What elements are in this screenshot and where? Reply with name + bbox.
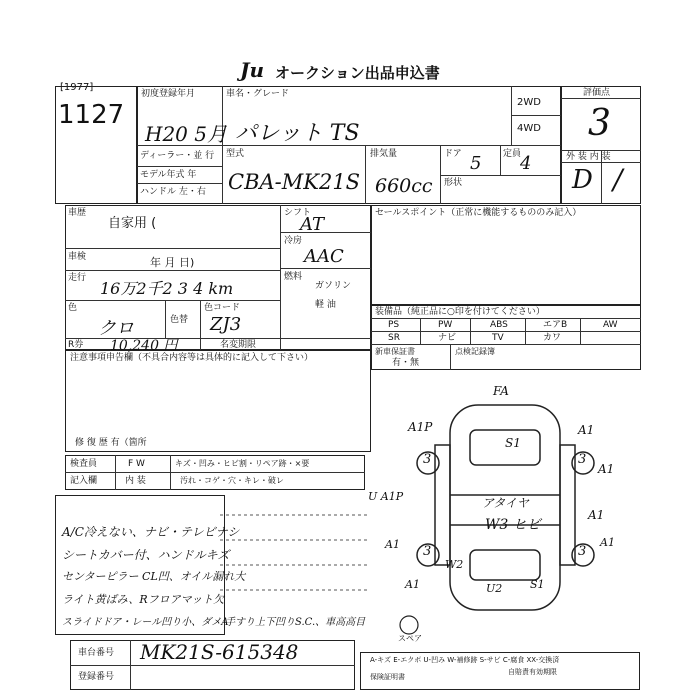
tire-mark: 3 [423, 544, 432, 559]
damage-mark: W3 ヒビ [485, 517, 541, 533]
dashed-lines [220, 495, 370, 625]
damage-mark: S1 [530, 578, 545, 591]
reg-label: 登録番号 [78, 672, 115, 682]
tire-mark: 3 [423, 452, 432, 467]
warranty-value: 有・無 [392, 358, 420, 368]
displacement-label: 排気量 [370, 149, 398, 159]
diesel-label: 軽 油 [315, 300, 336, 310]
remark-line: ライト黄ばみ、Rフロアマット欠 [62, 593, 225, 606]
inspection-value: 年 月 日) [150, 256, 195, 269]
form-title: オークション出品申込書 [275, 64, 440, 82]
tire-mark: 3 [578, 544, 587, 559]
equip-abs: ABS [490, 320, 508, 330]
color-code-label: 色コード [204, 303, 241, 313]
entry-label: 記入欄 [70, 476, 98, 486]
warranty-label: 新車保証書 [375, 347, 415, 356]
remark-line: A/C冷えない、ナビ・テレビナシ [62, 525, 240, 539]
remark-line: シートカバー付、ハンドルキズ [62, 548, 230, 562]
notes-label: 注意事項申告欄（不具合内容等は具体的に記入して下さい） [70, 353, 314, 363]
transfer-label: 名変期限 [220, 340, 257, 350]
ext-int-label: 外 装 内 装 [566, 152, 611, 162]
recycle-value: 10,240 円 [110, 338, 178, 354]
fuel-value: ガソリン [315, 281, 352, 291]
equip-sr: SR [388, 333, 400, 343]
color-label: 色 [68, 303, 78, 313]
chassis-value: MK21S-615348 [140, 640, 299, 664]
first-reg-label: 初度登録年月 [141, 89, 196, 99]
chassis-label: 車台番号 [78, 648, 115, 658]
damage-mark: U2 [486, 582, 503, 595]
score-label: 評価点 [583, 88, 611, 98]
legend: A-キズ E-エクボ U-凹み W-補修跡 S-サビ C-腐食 XX-交換済 [370, 656, 560, 664]
ac-label: 冷房 [284, 236, 303, 246]
dealer-label: ディーラー・並 行 [140, 151, 215, 161]
car-name-value: パレット TS [235, 121, 360, 146]
usage-label: 車歴 [68, 208, 87, 218]
damage-mark: A1 [588, 508, 605, 522]
inspection-label: 車検 [68, 252, 87, 262]
inspector-label: 検査員 [70, 459, 98, 469]
color-code-value: ZJ3 [210, 314, 242, 335]
reg-expiry-label: 自賠責有効期限 [508, 668, 557, 676]
ac-value: AAC [304, 246, 344, 267]
equip-ps: PS [388, 320, 400, 330]
mileage-value: 16万2千2 3 4 km [100, 279, 234, 298]
equip-aw: AW [603, 320, 618, 330]
shift-value: AT [300, 214, 325, 235]
shape-label: 形状 [444, 178, 463, 188]
model-value: CBA-MK21S [228, 170, 361, 194]
lot-number: 1127 [58, 100, 125, 130]
handle-label: ハンドル 左・右 [140, 187, 206, 197]
first-reg-value: H20 5月 [145, 122, 227, 146]
damage-mark: W2 [445, 558, 464, 571]
capacity-label: 定員 [503, 149, 522, 159]
equipment-label: 装備品（純正品に○印を付けてください） [375, 307, 545, 317]
score-value: 3 [588, 103, 611, 144]
interior-items: 汚れ・コゲ・穴・キレ・破レ [180, 476, 284, 485]
interior-label: 内 装 [125, 476, 146, 486]
damage-mark: A1 [578, 423, 595, 437]
model-label: 型式 [226, 149, 245, 159]
notes-box [65, 350, 371, 452]
sales-points-label: セールスポイント（正常に機能するもののみ記入） [375, 208, 582, 218]
damage-mark: A1 [385, 538, 400, 551]
equip-leather: カワ [543, 333, 562, 343]
recycle-label: R券 [68, 340, 84, 350]
drive-4wd: 4WD [517, 123, 541, 134]
damage-mark: A1 [600, 536, 615, 549]
damage-mark: S1 [505, 436, 521, 450]
repair-label: 修 復 歴 有（箇所 [75, 438, 147, 448]
shift-label: シフト [284, 208, 312, 218]
spare-label: スペア [398, 634, 422, 643]
color-value: クロ [98, 318, 134, 339]
model-year-label: モデル年式 年 [140, 170, 197, 180]
usage-value: 自家用 ( [108, 216, 157, 231]
equip-pw: PW [438, 320, 453, 330]
remark-line: スライドドア・レール凹り小、ダメA [62, 617, 229, 628]
doors-label: ドア [444, 149, 462, 159]
car-name-label: 車名・グレード [226, 89, 290, 99]
record-label: 点検記録簿 [455, 347, 495, 356]
caution-label: 保険証明書 [370, 673, 405, 681]
interior-value: / [613, 163, 623, 196]
damage-mark: U A1P [368, 490, 404, 503]
fw-label: F W [128, 459, 145, 469]
remark-line: 手すり上下凹りS.C.、車高高目 [225, 617, 366, 628]
year-code: [1977] [60, 82, 94, 93]
displacement-value: 660cc [375, 175, 433, 197]
equip-navi: ナビ [438, 333, 457, 343]
capacity-value: 4 [520, 153, 532, 174]
equip-tv: TV [492, 333, 504, 343]
damage-mark: A1 [598, 462, 615, 476]
doors-value: 5 [470, 153, 482, 174]
drive-2wd: 2WD [517, 97, 541, 108]
fw-items: キズ・凹み・ヒビ割・リペア跡・×要 [175, 459, 310, 468]
logo: Ju [240, 58, 265, 82]
damage-mark: A1P [408, 420, 433, 434]
mileage-label: 走行 [68, 273, 87, 283]
trim-label: 色替 [170, 315, 189, 325]
remark-line: センターピラー CL凹、オイル漏れ大 [62, 570, 246, 583]
exterior-value: D [572, 165, 593, 195]
tire-mark: 3 [578, 452, 587, 467]
fuel-label: 燃料 [284, 272, 303, 282]
damage-mark: アタイヤ [482, 496, 529, 510]
damage-mark: A1 [405, 578, 420, 591]
sales-points-box [371, 205, 641, 305]
equip-airbag: エアB [543, 320, 568, 330]
damage-mark: FA [493, 384, 509, 398]
